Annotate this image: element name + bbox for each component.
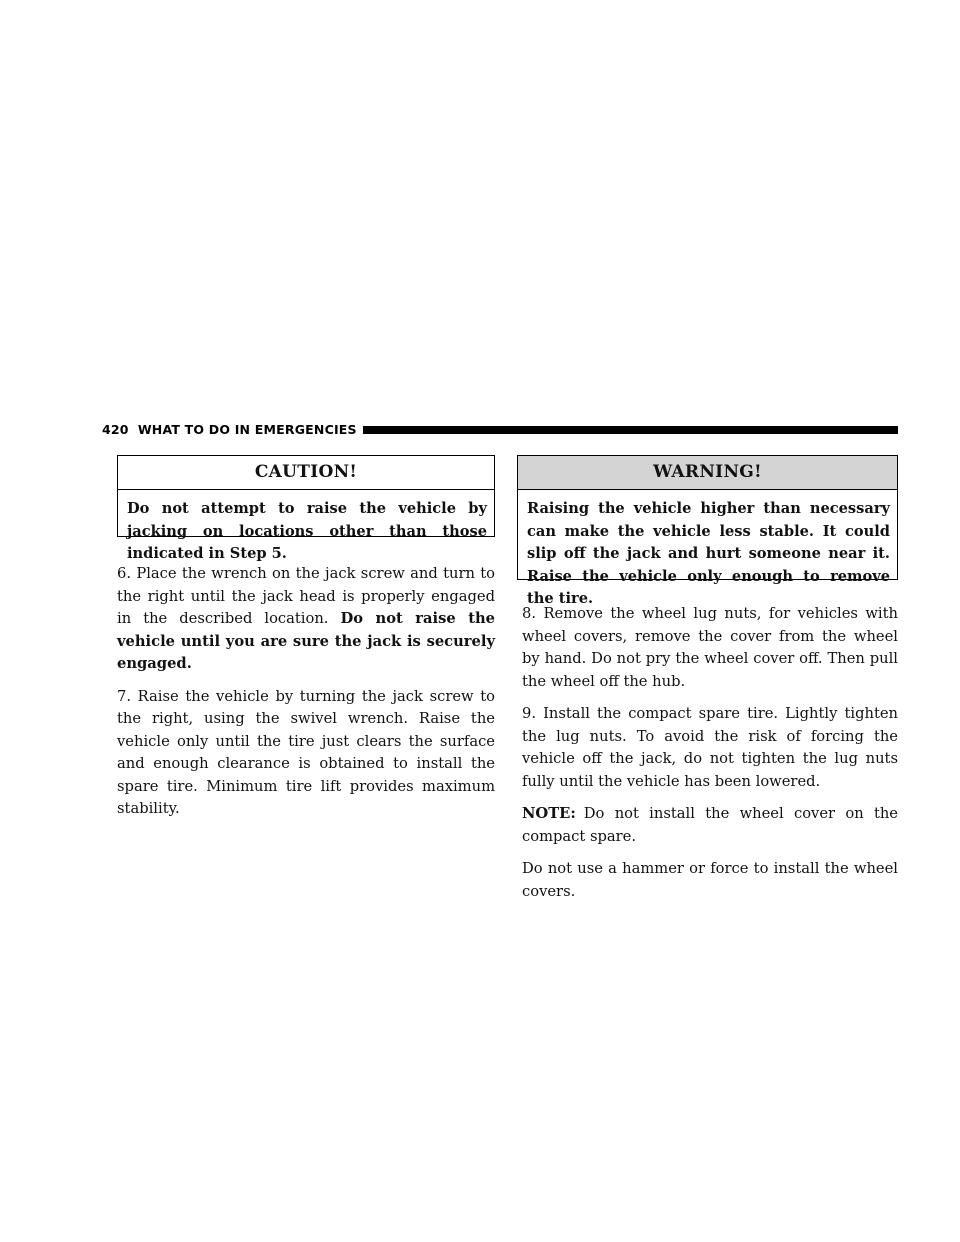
step-6-emphasis: Do not raise the vehicle until you are sure the jack is securely engaged.: [117, 610, 496, 672]
final-paragraph: Do not use a hammer or force to install the wheel covers.: [522, 860, 898, 900]
header-rule: [363, 426, 898, 434]
section-title: WHAT TO DO IN EMERGENCIES: [137, 421, 357, 437]
page-number: 420: [102, 421, 129, 437]
header-label: [102, 422, 357, 437]
left-column: [117, 563, 495, 831]
right-column: [522, 603, 898, 913]
caution-body: Do not attempt to raise the vehicle by jacking on locations other than those indicated in Step 5.: [127, 500, 487, 562]
note-paragraph: [522, 803, 898, 848]
warning-title: WARNING!: [518, 456, 897, 490]
page-header: [102, 418, 898, 440]
step-7-paragraph: 7. Raise the vehicle by turning the jack screw to the right, using the swivel wrench. Raise the vehicle only until the tire just clears the surface and enough clearance is obtained to install the spare tire. Minimum tire lift provides maximum stability.: [117, 687, 495, 817]
step-6-paragraph: [117, 563, 495, 676]
caution-box: [117, 455, 495, 562]
warning-body: Raising the vehicle higher than necessary can make the vehicle less stable. It could slip off the jack and hurt someone near it. Raise the vehicle only enough to remove the tire.: [527, 500, 890, 607]
note-text: Do not install the wheel cover on the compact spare.: [522, 805, 898, 845]
caution-title: CAUTION!: [118, 456, 494, 490]
warning-box: [517, 455, 898, 607]
step-8-paragraph: 8. Remove the wheel lug nuts, for vehicles with wheel covers, remove the cover from the wheel by hand. Do not pry the wheel cover off. Then pull the wheel off the hub.: [522, 605, 898, 690]
step-6-text: 6. Place the wrench on the jack screw and turn to the right until the jack head is properly engaged in the described location.: [117, 565, 495, 627]
note-label: NOTE:: [522, 805, 576, 822]
step-9-paragraph: 9. Install the compact spare tire. Lightly tighten the lug nuts. To avoid the risk of forcing the vehicle off the jack, do not tighten the lug nuts fully until the vehicle has been lowered.: [522, 705, 898, 790]
